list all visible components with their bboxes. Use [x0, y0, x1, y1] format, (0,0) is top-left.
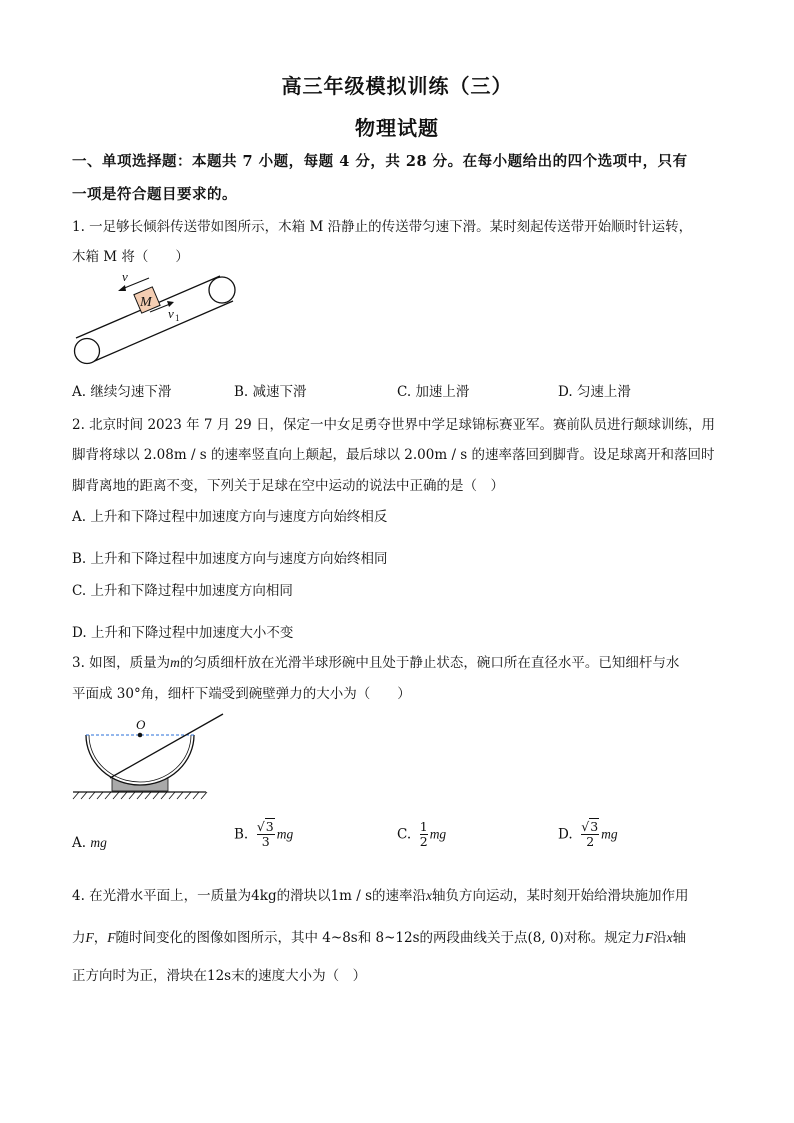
q3-line2: 平面成 30°角，细杆下端受到碗壁弹力的大小为（ ）: [72, 686, 411, 702]
mass-symbol: m: [170, 655, 180, 670]
q1-option-c[interactable]: C. 加速上滑: [397, 384, 470, 400]
q2-line2: 脚背将球以 2.08m / s 的速率竖直向上颠起，最后球以 2.00m / s 的速率落回到脚背。设足球离开和落回时: [72, 447, 715, 463]
bowl-outer: [86, 735, 194, 785]
lower-roller: [75, 339, 100, 364]
q4-line3: 正方向时为正，滑块在12s末的速度大小为（ ）: [72, 968, 367, 984]
q2-line1: 2. 北京时间 2023 年 7 月 29 日，保定一中女足勇夺世界中学足球锦标赛亚军。赛前队员进行颠球训练，用: [72, 417, 716, 433]
q3-bowl-figure: [70, 712, 230, 804]
q1-option-a[interactable]: A. 继续匀速下滑: [72, 384, 172, 400]
page-subtitle: 物理试题: [355, 116, 439, 140]
box-m-label: M: [140, 295, 152, 310]
q4-line2: 力F，F随时间变化的图像如图所示，其中 4~8s和 8~12s的两段曲线关于点(8, 0)对称。规定力F沿x轴: [72, 930, 687, 946]
v-label: v: [122, 269, 128, 284]
q1-line1: 1. 一足够长倾斜传送带如图所示，木箱 M 沿静止的传送带匀速下滑。某时刻起传送带开始顺时针运转，: [72, 219, 693, 235]
page-title: 高三年级模拟训练（三）: [281, 74, 513, 98]
q3-option-c[interactable]: C. $\frac{1}{2}$ mg: [397, 819, 447, 849]
q3-option-a[interactable]: A. mg: [72, 835, 107, 851]
q3-line1: 3. 如图，质量为m的匀质细杆放在光滑半球形碗中且处于静止状态，碗口所在直径水平。已知细杆与水: [72, 655, 680, 671]
q1-option-d[interactable]: D. 匀速上滑: [558, 384, 631, 400]
q2-line3: 脚背离地的距离不变，下列关于足球在空中运动的说法中正确的是（ ）: [72, 478, 504, 494]
section-heading-line2: 一项是符合题目要求的。: [72, 186, 237, 203]
q1-option-b[interactable]: B. 减速下滑: [234, 384, 307, 400]
q4-line1: 4. 在光滑水平面上，一质量为4kg的滑块以1m / s的速率沿x轴负方向运动，某时刻开始给滑块施加作用: [72, 888, 689, 904]
center-o-label: O: [136, 717, 146, 732]
q3-option-b[interactable]: B. $\frac{√3}{3}$ mg: [234, 819, 294, 849]
q2-option-d[interactable]: D. 上升和下降过程中加速度大小不变: [72, 625, 294, 641]
upper-roller: [209, 277, 235, 303]
q2-option-b[interactable]: B. 上升和下降过程中加速度方向与速度方向始终相同: [72, 551, 388, 567]
q1-conveyor-figure: [70, 268, 242, 370]
v1-subscript: 1: [175, 313, 180, 323]
q2-option-c[interactable]: C. 上升和下降过程中加速度方向相同: [72, 583, 293, 599]
q1-line2: 木箱 M 将（ ）: [72, 249, 189, 265]
q2-option-a[interactable]: A. 上升和下降过程中加速度方向与速度方向始终相反: [72, 509, 388, 525]
section-heading-line1: 一、单项选择题：本题共 7 小题，每题 4 分，共 28 分。在每小题给出的四个选项中，只有: [72, 153, 688, 170]
v1-label: v: [168, 306, 174, 321]
q3-option-d[interactable]: D. $\frac{√3}{2}$ mg: [558, 819, 618, 849]
